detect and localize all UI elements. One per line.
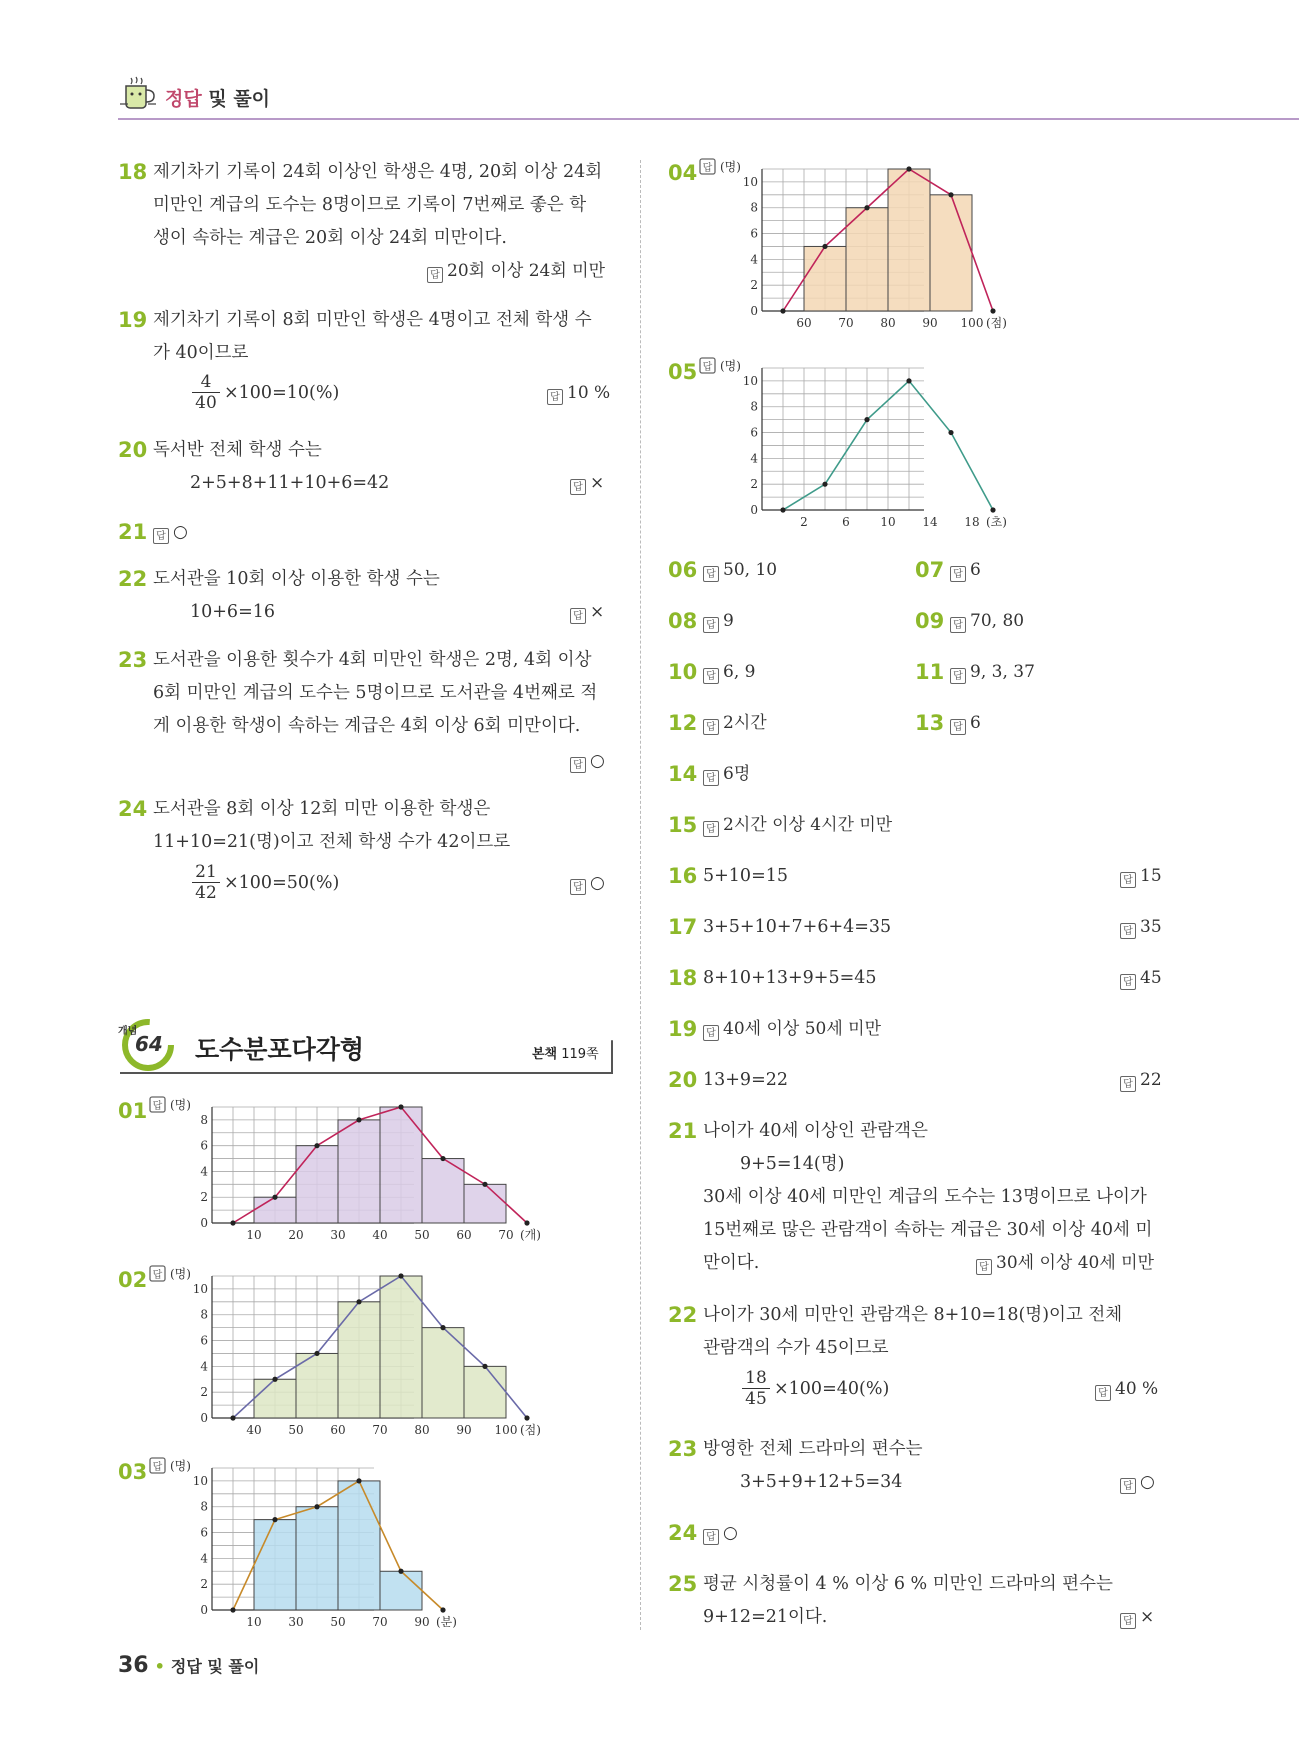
- y-tick-label: 2: [200, 1190, 208, 1205]
- text-line: 나이가 40세 이상인 관람객은: [703, 1121, 928, 1141]
- polygon-point: [356, 1478, 361, 1483]
- y-tick-label: 0: [200, 1216, 208, 1230]
- y-tick-label: 2: [750, 477, 758, 492]
- polygon-point: [864, 205, 869, 210]
- frequency-polygon-chart-04: [700, 157, 1007, 333]
- y-tick-label: 6: [200, 1138, 208, 1153]
- histogram-bar: [380, 1276, 422, 1418]
- x-unit-label: (초): [986, 515, 1007, 529]
- concept-title: 도수분포다각형: [195, 1035, 365, 1064]
- answer-icon: 답: [703, 566, 719, 582]
- histogram-bar: [254, 1379, 296, 1418]
- text-line: 미만인 계급의 도수는 8명이므로 기록이 7번째로 좋은 학: [153, 195, 587, 215]
- x-tick-label: 2: [800, 515, 808, 529]
- expression: ×100=10(%): [224, 383, 340, 403]
- x-tick-label: 20: [288, 1228, 304, 1242]
- answer-icon-label: 답: [152, 1462, 163, 1473]
- answer: 답 ○: [570, 750, 605, 773]
- x-tick-label: 14: [922, 515, 938, 529]
- answer-icon: 답: [703, 770, 719, 786]
- answer-icon: 답: [703, 719, 719, 735]
- frequency-polygon-chart-02: [150, 1264, 541, 1440]
- y-tick-label: 6: [750, 425, 758, 440]
- y-tick-label: 2: [200, 1577, 208, 1592]
- polygon-point: [356, 1117, 361, 1122]
- expression: 13+9=22: [703, 1070, 788, 1090]
- answer-icon: 답: [703, 821, 719, 837]
- answer-icon: 답: [570, 879, 586, 895]
- polygon-point: [990, 507, 995, 512]
- y-unit-label: (명): [170, 1459, 191, 1473]
- answer-icon: 답: [1120, 1613, 1136, 1629]
- answer-icon-label: 답: [152, 1270, 163, 1281]
- y-tick-label: 8: [750, 399, 758, 414]
- polygon-point: [440, 1607, 445, 1612]
- page-footer: [118, 1653, 259, 1678]
- text-line: 제기차기 기록이 24회 이상인 학생은 4명, 20회 이상 24회: [153, 162, 603, 182]
- answer: 답 70, 80: [950, 610, 1024, 633]
- y-tick-label: 4: [200, 1551, 208, 1566]
- answer-icon: 답: [547, 389, 563, 405]
- problem-number: 24: [118, 797, 148, 821]
- answer-icon: 답: [950, 668, 966, 684]
- answer: 답 22: [1120, 1069, 1162, 1092]
- polygon-point: [524, 1220, 529, 1225]
- y-unit-label: (명): [720, 359, 741, 373]
- problem-number: 21: [118, 520, 148, 544]
- problem-number: 12: [668, 711, 698, 735]
- text-line: 평균 시청률이 4 % 이상 6 % 미만인 드라마의 편수는: [703, 1574, 1113, 1594]
- x-unit-label: (개): [520, 1228, 541, 1242]
- column-divider: [640, 160, 641, 1630]
- y-tick-label: 8: [750, 200, 758, 215]
- chart-group: [150, 1266, 541, 1437]
- histogram-bar: [338, 1120, 380, 1223]
- x-tick-label: 60: [456, 1228, 472, 1242]
- problem-number: 05: [668, 360, 698, 384]
- histogram-bar: [254, 1520, 296, 1610]
- fraction: $\frac{21}{42}$: [192, 862, 220, 903]
- y-unit-label: (명): [170, 1098, 191, 1112]
- cup-mascot-icon: [118, 74, 158, 114]
- concept-label: 개념: [118, 1026, 138, 1037]
- header-divider: [118, 118, 1299, 120]
- y-tick-label: 4: [750, 451, 758, 466]
- problem-number: 08: [668, 609, 698, 633]
- x-tick-label: 100: [494, 1423, 518, 1437]
- answer: 답 6, 9: [703, 661, 755, 684]
- y-unit-label: (명): [170, 1267, 191, 1281]
- answer-icon: 답: [950, 719, 966, 735]
- answer: 답 ○: [703, 1522, 738, 1545]
- y-tick-label: 4: [200, 1164, 208, 1179]
- answer: 답 45: [1120, 967, 1162, 990]
- problem-number: 10: [668, 660, 698, 684]
- answer-icon: 답: [950, 617, 966, 633]
- polygon-point: [906, 166, 911, 171]
- answer-icon: 답: [703, 1025, 719, 1041]
- answer: 답 9, 3, 37: [950, 661, 1035, 684]
- problem-number: 23: [118, 648, 148, 672]
- polygon-point: [780, 507, 785, 512]
- histogram-bar: [804, 246, 846, 311]
- answer: 답 ×: [1120, 1606, 1154, 1629]
- answer: 답 40세 이상 50세 미만: [703, 1018, 881, 1041]
- frequency-polygon-chart-01: [150, 1095, 541, 1245]
- problem-number: 09: [915, 609, 945, 633]
- expression: 10+6=16: [190, 602, 275, 622]
- answer-icon: 답: [950, 566, 966, 582]
- x-tick-label: 40: [246, 1423, 262, 1437]
- footer-label: 정답 및 풀이: [170, 1657, 260, 1676]
- expression: 3+5+10+7+6+4=35: [703, 917, 892, 937]
- problem-number: 03: [118, 1460, 148, 1484]
- answer: 답 15: [1120, 865, 1162, 888]
- chart-group: [150, 1458, 457, 1629]
- polygon-point: [990, 308, 995, 313]
- polygon-point: [272, 1377, 277, 1382]
- answer: 답 6명: [703, 763, 750, 786]
- y-tick-label: 10: [192, 1281, 208, 1296]
- problem-number: 01: [118, 1099, 148, 1123]
- polygon-point: [822, 244, 827, 249]
- concept-underline: [120, 1072, 613, 1074]
- concept-number: 64: [135, 1032, 163, 1056]
- fraction: $\frac{4}{40}$: [192, 372, 220, 413]
- x-tick-label: 10: [246, 1228, 262, 1242]
- polygon-point: [398, 1104, 403, 1109]
- y-tick-label: 0: [200, 1411, 208, 1425]
- problem-number: 13: [915, 711, 945, 735]
- polygon-point: [272, 1517, 277, 1522]
- polygon-point: [440, 1156, 445, 1161]
- text-line: 도서관을 8회 이상 12회 미만 이용한 학생은: [153, 799, 491, 819]
- answer: 답 6: [950, 559, 981, 582]
- polygon-point: [272, 1195, 277, 1200]
- histogram-bar: [464, 1184, 506, 1223]
- answer: 답 40 %: [1095, 1378, 1158, 1401]
- text-line: 관람객의 수가 45이므로: [703, 1338, 889, 1358]
- answer-icon: 답: [703, 1529, 719, 1545]
- text-line: 독서반 전체 학생 수는: [153, 440, 322, 460]
- histogram-bar: [338, 1481, 380, 1610]
- polygon-point: [356, 1299, 361, 1304]
- problem-number: 06: [668, 558, 698, 582]
- answer-icon: 답: [570, 608, 586, 624]
- polygon-point: [482, 1182, 487, 1187]
- polygon-point: [948, 430, 953, 435]
- y-tick-label: 10: [192, 1473, 208, 1488]
- polygon-point: [780, 308, 785, 313]
- frequency-polygon-chart-03: [150, 1456, 457, 1632]
- x-tick-label: 90: [414, 1615, 430, 1629]
- text-line: 도서관을 10회 이상 이용한 학생 수는: [153, 569, 440, 589]
- x-tick-label: 90: [456, 1423, 472, 1437]
- x-tick-label: 60: [796, 316, 812, 330]
- histogram-bar: [296, 1507, 338, 1610]
- header-title: 정답 및 풀이: [165, 88, 271, 110]
- concept-reference: 본책 119쪽: [532, 1047, 599, 1062]
- problem-number: 21: [668, 1119, 698, 1143]
- problem-number: 19: [668, 1017, 698, 1041]
- x-tick-label: 30: [330, 1228, 346, 1242]
- answer: 답 2시간: [703, 712, 767, 735]
- problem-number: 02: [118, 1268, 148, 1292]
- expression: 2+5+8+11+10+6=42: [190, 473, 390, 493]
- x-unit-label: (점): [986, 316, 1007, 330]
- concept-underline-hook: [611, 1040, 613, 1074]
- answer-icon: 답: [703, 617, 719, 633]
- expression: ×100=40(%): [774, 1379, 890, 1399]
- x-tick-label: 50: [330, 1615, 346, 1629]
- chart-group: [700, 358, 1007, 529]
- problem-number: 11: [915, 660, 945, 684]
- problem-number: 17: [668, 915, 698, 939]
- answer-icon: 답: [427, 267, 443, 283]
- answer-icon: 답: [1120, 872, 1136, 888]
- answer: 답 ×: [570, 472, 604, 495]
- answer-icon-label: 답: [702, 163, 713, 174]
- answer-icon: 답: [1120, 1076, 1136, 1092]
- y-tick-label: 6: [200, 1525, 208, 1540]
- answer: 답 50, 10: [703, 559, 777, 582]
- answer: 답 30세 이상 40세 미만: [976, 1252, 1154, 1275]
- polygon-point: [864, 417, 869, 422]
- x-tick-label: 100: [960, 316, 984, 330]
- polygon-point: [230, 1607, 235, 1612]
- y-tick-label: 0: [200, 1603, 208, 1617]
- answer: 답 ×: [570, 601, 604, 624]
- problem-number: 20: [668, 1068, 698, 1092]
- histogram-bar: [464, 1366, 506, 1418]
- histogram-bar: [296, 1146, 338, 1223]
- x-tick-label: 18: [964, 515, 980, 529]
- problem-number: 04: [668, 161, 698, 185]
- polygon-point: [440, 1325, 445, 1330]
- y-tick-label: 6: [200, 1333, 208, 1348]
- problem-number: 07: [915, 558, 945, 582]
- expression: 8+10+13+9+5=45: [703, 968, 877, 988]
- polygon-point: [524, 1415, 529, 1420]
- x-unit-label: (점): [520, 1423, 541, 1437]
- page-number: 36: [118, 1653, 149, 1678]
- answer: 답 6: [950, 712, 981, 735]
- answer-icon: 답: [703, 668, 719, 684]
- answer-icon: 답: [1095, 1385, 1111, 1401]
- chart-group: [700, 159, 1007, 330]
- answer-icon: 답: [1120, 923, 1136, 939]
- text-line: 제기차기 기록이 8회 미만인 학생은 4명이고 전체 학생 수: [153, 310, 592, 330]
- problem-number: 18: [118, 160, 148, 184]
- x-tick-label: 80: [880, 316, 896, 330]
- frequency-polygon-chart-05: [700, 356, 1007, 532]
- text-line: 나이가 30세 미만인 관람객은 8+10=18(명)이고 전체: [703, 1305, 1123, 1325]
- answer-icon: 답: [976, 1259, 992, 1275]
- answer-icon: 답: [570, 757, 586, 773]
- x-tick-label: 80: [414, 1423, 430, 1437]
- text-line: 9+12=21이다.: [703, 1607, 828, 1627]
- problem-number: 22: [118, 567, 148, 591]
- x-tick-label: 40: [372, 1228, 388, 1242]
- histogram-bar: [888, 169, 930, 311]
- x-tick-label: 10: [880, 515, 896, 529]
- answer-icon: 답: [1120, 974, 1136, 990]
- x-tick-label: 10: [246, 1615, 262, 1629]
- polygon-point: [482, 1364, 487, 1369]
- answer: 답 ○: [570, 872, 605, 895]
- polygon-point: [314, 1143, 319, 1148]
- y-tick-label: 0: [750, 304, 758, 318]
- problem-number: 16: [668, 864, 698, 888]
- problem-number: 20: [118, 438, 148, 462]
- answer: 답 20회 이상 24회 미만: [427, 260, 605, 283]
- text-line: 게 이용한 학생이 속하는 계급은 4회 이상 6회 미만이다.: [153, 716, 581, 736]
- text-line: 11+10=21(명)이고 전체 학생 수가 42이므로: [153, 832, 511, 852]
- answer: 답 ○: [153, 521, 188, 544]
- answer: 답 9: [703, 610, 734, 633]
- answer-icon: 답: [153, 528, 169, 544]
- answer: 답 ○: [1120, 1471, 1155, 1494]
- y-tick-label: 4: [750, 252, 758, 267]
- answer-icon-label: 답: [702, 362, 713, 373]
- expression: ×100=50(%): [224, 873, 340, 893]
- y-unit-label: (명): [720, 160, 741, 174]
- y-tick-label: 4: [200, 1359, 208, 1374]
- problem-number: 23: [668, 1437, 698, 1461]
- polygon-point: [822, 482, 827, 487]
- x-tick-label: 70: [838, 316, 854, 330]
- y-tick-label: 8: [200, 1307, 208, 1322]
- polygon-point: [948, 192, 953, 197]
- problem-number: 15: [668, 813, 698, 837]
- polygon-point: [906, 378, 911, 383]
- y-tick-label: 10: [742, 174, 758, 189]
- x-tick-label: 70: [372, 1615, 388, 1629]
- answer-icon: 답: [1120, 1478, 1136, 1494]
- expression: 5+10=15: [703, 866, 788, 886]
- histogram-bar: [254, 1197, 296, 1223]
- y-tick-label: 2: [200, 1385, 208, 1400]
- text-line: 6회 미만인 계급의 도수는 5명이므로 도서관을 4번째로 적: [153, 683, 598, 703]
- text-line: 만이다.: [703, 1253, 760, 1273]
- problem-number: 19: [118, 308, 148, 332]
- x-tick-label: 6: [842, 515, 850, 529]
- y-tick-label: 6: [750, 226, 758, 241]
- y-tick-label: 10: [742, 373, 758, 388]
- y-tick-label: 0: [750, 503, 758, 517]
- y-tick-label: 8: [200, 1499, 208, 1514]
- answer-icon-label: 답: [152, 1101, 163, 1112]
- text-line: 15번째로 많은 관람객이 속하는 계급은 30세 이상 40세 미: [703, 1220, 1153, 1240]
- footer-dot-icon: •: [154, 1657, 165, 1676]
- x-tick-label: 50: [414, 1228, 430, 1242]
- x-tick-label: 70: [372, 1423, 388, 1437]
- histogram-bar: [846, 208, 888, 311]
- histogram-bar: [380, 1571, 422, 1610]
- answer-icon: 답: [570, 479, 586, 495]
- text-line: 30세 이상 40세 미만인 계급의 도수는 13명이므로 나이가: [703, 1187, 1147, 1207]
- problem-number: 24: [668, 1521, 698, 1545]
- text-line: 가 40이므로: [153, 343, 249, 363]
- polygon-point: [398, 1569, 403, 1574]
- problem-number: 25: [668, 1572, 698, 1596]
- histogram-bar: [930, 195, 972, 311]
- x-tick-label: 30: [288, 1615, 304, 1629]
- expression: 3+5+9+12+5=34: [740, 1472, 903, 1492]
- problem-number: 18: [668, 966, 698, 990]
- answer: 답 10 %: [547, 382, 610, 405]
- polygon-point: [230, 1220, 235, 1225]
- expression: 9+5=14(명): [740, 1154, 845, 1174]
- chart-group: [150, 1097, 541, 1242]
- text-line: 방영한 전체 드라마의 편수는: [703, 1439, 923, 1459]
- polygon-point: [314, 1504, 319, 1509]
- x-tick-label: 90: [922, 316, 938, 330]
- fraction: $\frac{18}{45}$: [742, 1368, 770, 1409]
- x-tick-label: 70: [498, 1228, 514, 1242]
- x-unit-label: (분): [436, 1615, 457, 1629]
- x-tick-label: 60: [330, 1423, 346, 1437]
- problem-number: 14: [668, 762, 698, 786]
- polygon-point: [398, 1273, 403, 1278]
- y-tick-label: 2: [750, 278, 758, 293]
- polygon-point: [230, 1415, 235, 1420]
- problem-number: 22: [668, 1303, 698, 1327]
- answer: 답 35: [1120, 916, 1162, 939]
- x-tick-label: 50: [288, 1423, 304, 1437]
- polygon-point: [314, 1351, 319, 1356]
- text-line: 도서관을 이용한 횟수가 4회 미만인 학생은 2명, 4회 이상: [153, 650, 592, 670]
- y-tick-label: 8: [200, 1112, 208, 1127]
- text-line: 생이 속하는 계급은 20회 이상 24회 미만이다.: [153, 228, 507, 248]
- answer: 답 2시간 이상 4시간 미만: [703, 814, 892, 837]
